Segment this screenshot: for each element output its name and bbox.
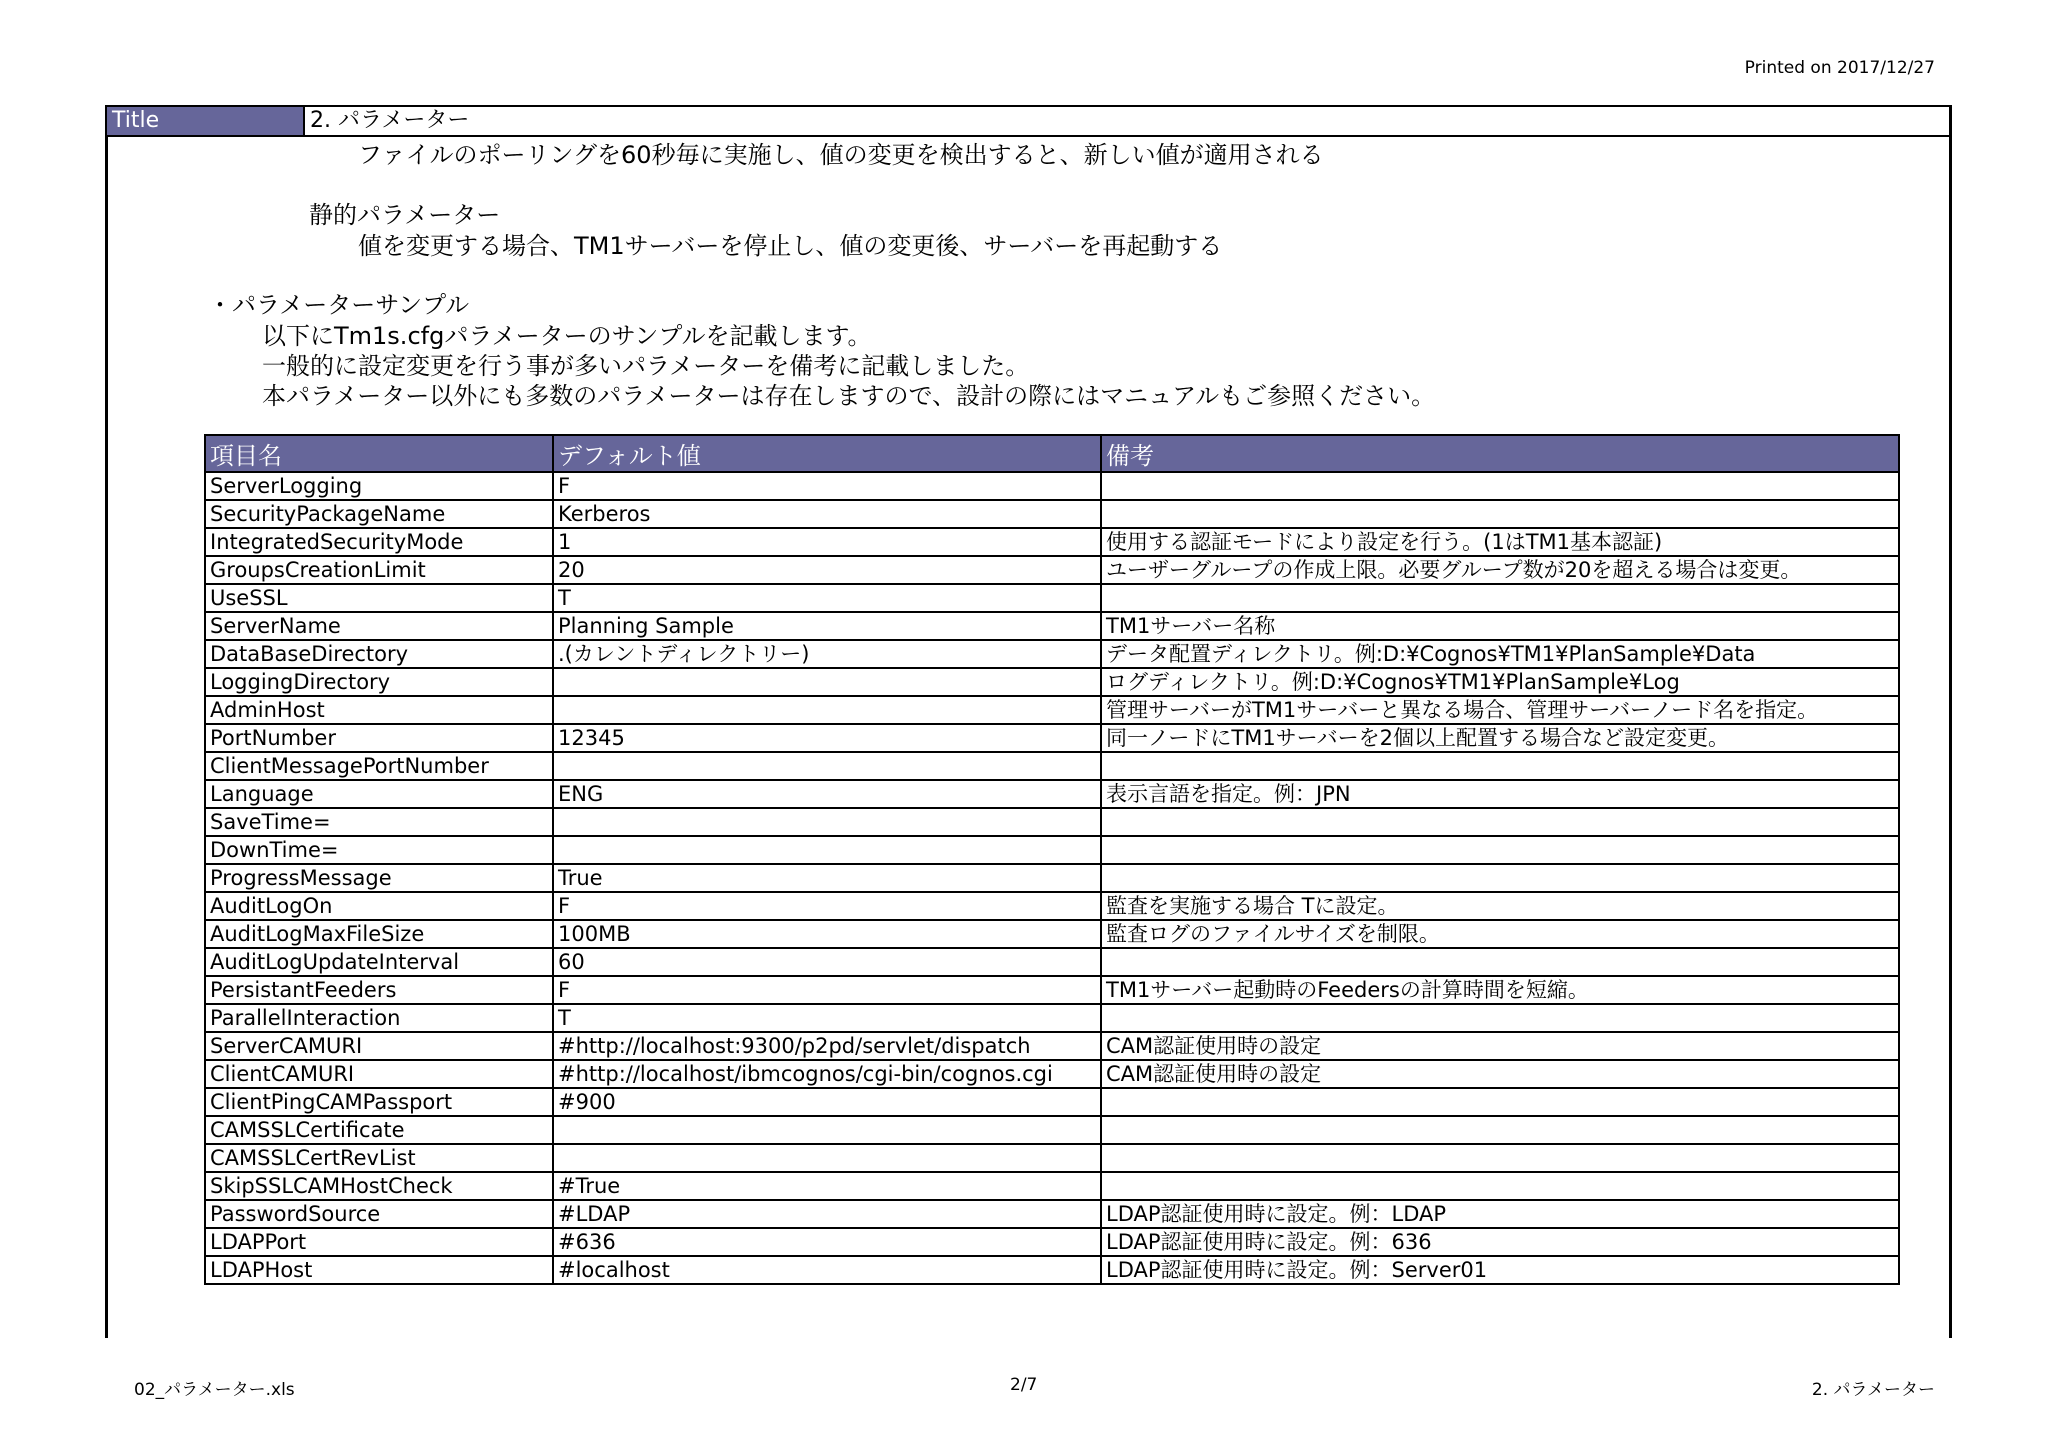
table-row (205, 808, 1899, 836)
table-row (205, 864, 1899, 892)
remarks-cell: LDAP認証使用時に設定。例：636 (1101, 1228, 1899, 1256)
table-row (205, 556, 1899, 584)
table-row (205, 612, 1899, 640)
default-value-cell: #http://localhost/ibmcognos/cgi-bin/cognos.cgi (553, 1060, 1101, 1088)
param-name-cell: IntegratedSecurityMode (205, 528, 553, 556)
table-row (205, 668, 1899, 696)
header-default-value: デフォルト値 (553, 435, 1101, 472)
param-name-cell: AuditLogUpdateInterval (205, 948, 553, 976)
param-name-cell: GroupsCreationLimit (205, 556, 553, 584)
table-row (205, 948, 1899, 976)
param-name-cell: AdminHost (205, 696, 553, 724)
default-value-cell: F (553, 976, 1101, 1004)
table-row (205, 1172, 1899, 1200)
default-value-cell (553, 1116, 1101, 1144)
remarks-cell (1101, 1144, 1899, 1172)
static-parameter-description: 値を変更する場合、TM1サーバーを停止し、値の変更後、サーバーを再起動する (358, 232, 1223, 260)
footer-sheet-name: 2. パラメーター (1811, 1380, 1935, 1400)
sample-heading: ・パラメーターサンプル (208, 291, 470, 319)
table-row (205, 528, 1899, 556)
param-name-cell: ProgressMessage (205, 864, 553, 892)
table-row (205, 1060, 1899, 1088)
remarks-cell (1101, 948, 1899, 976)
remarks-cell (1101, 836, 1899, 864)
table-row (205, 1256, 1899, 1284)
remarks-cell: TM1サーバー名称 (1101, 612, 1899, 640)
sample-line-2: 一般的に設定変更を行う事が多いパラメーターを備考に記載しました。 (262, 352, 1030, 380)
param-name-cell: DownTime= (205, 836, 553, 864)
param-name-cell: SaveTime= (205, 808, 553, 836)
remarks-cell (1101, 1116, 1899, 1144)
table-row (205, 472, 1899, 500)
param-name-cell: DataBaseDirectory (205, 640, 553, 668)
remarks-cell: ユーザーグループの作成上限。必要グループ数が20を超える場合は変更。 (1101, 556, 1899, 584)
param-name-cell: Language (205, 780, 553, 808)
param-name-cell: ClientCAMURI (205, 1060, 553, 1088)
default-value-cell: #636 (553, 1228, 1101, 1256)
table-row (205, 696, 1899, 724)
table-header-row (205, 435, 1899, 472)
table-row (205, 724, 1899, 752)
table-row (205, 780, 1899, 808)
remarks-cell: 監査を実施する場合 Tに設定。 (1101, 892, 1899, 920)
param-name-cell: LDAPPort (205, 1228, 553, 1256)
param-name-cell: AuditLogMaxFileSize (205, 920, 553, 948)
static-parameter-heading: 静的パラメーター (309, 201, 501, 229)
remarks-cell (1101, 808, 1899, 836)
table-row (205, 976, 1899, 1004)
default-value-cell (553, 808, 1101, 836)
default-value-cell: T (553, 584, 1101, 612)
default-value-cell: F (553, 892, 1101, 920)
remarks-cell: CAM認証使用時の設定 (1101, 1060, 1899, 1088)
polling-note: ファイルのポーリングを60秒毎に実施し、値の変更を検出すると、新しい値が適用される (358, 141, 1324, 169)
parameter-table (204, 434, 1900, 1285)
remarks-cell: 同一ノードにTM1サーバーを2個以上配置する場合など設定変更。 (1101, 724, 1899, 752)
param-name-cell: ClientPingCAMPassport (205, 1088, 553, 1116)
table-row (205, 500, 1899, 528)
remarks-cell: CAM認証使用時の設定 (1101, 1032, 1899, 1060)
remarks-cell: LDAP認証使用時に設定。例：LDAP (1101, 1200, 1899, 1228)
table-row (205, 1032, 1899, 1060)
remarks-cell: 使用する認証モードにより設定を行う。(1はTM1基本認証) (1101, 528, 1899, 556)
remarks-cell: TM1サーバー起動時のFeedersの計算時間を短縮。 (1101, 976, 1899, 1004)
header-remarks: 備考 (1101, 435, 1899, 472)
remarks-cell (1101, 1172, 1899, 1200)
table-row (205, 1228, 1899, 1256)
remarks-cell (1101, 472, 1899, 500)
remarks-cell (1101, 1004, 1899, 1032)
remarks-cell: LDAP認証使用時に設定。例：Server01 (1101, 1256, 1899, 1284)
default-value-cell (553, 752, 1101, 780)
table-row (205, 1200, 1899, 1228)
param-name-cell: SecurityPackageName (205, 500, 553, 528)
sample-line-1: 以下にTm1s.cfgパラメーターのサンプルを記載します。 (262, 322, 872, 350)
default-value-cell: #http://localhost:9300/p2pd/servlet/dispatch (553, 1032, 1101, 1060)
default-value-cell: #LDAP (553, 1200, 1101, 1228)
param-name-cell: ServerName (205, 612, 553, 640)
title-label: Title (107, 107, 305, 135)
remarks-cell (1101, 584, 1899, 612)
remarks-cell: 監査ログのファイルサイズを制限。 (1101, 920, 1899, 948)
param-name-cell: PortNumber (205, 724, 553, 752)
param-name-cell: ServerLogging (205, 472, 553, 500)
default-value-cell: #900 (553, 1088, 1101, 1116)
table-row (205, 584, 1899, 612)
param-name-cell: UseSSL (205, 584, 553, 612)
remarks-cell (1101, 752, 1899, 780)
remarks-cell (1101, 500, 1899, 528)
default-value-cell (553, 696, 1101, 724)
footer-filename: 02_パラメーター.xls (134, 1380, 295, 1400)
default-value-cell (553, 1144, 1101, 1172)
default-value-cell: .(カレントディレクトリー) (553, 640, 1101, 668)
table-row (205, 752, 1899, 780)
default-value-cell: 100MB (553, 920, 1101, 948)
table-row (205, 892, 1899, 920)
param-name-cell: ParallelInteraction (205, 1004, 553, 1032)
param-name-cell: SkipSSLCAMHostCheck (205, 1172, 553, 1200)
remarks-cell: 管理サーバーがTM1サーバーと異なる場合、管理サーバーノード名を指定。 (1101, 696, 1899, 724)
remarks-cell (1101, 864, 1899, 892)
param-name-cell: PasswordSource (205, 1200, 553, 1228)
default-value-cell: Kerberos (553, 500, 1101, 528)
param-name-cell: CAMSSLCertRevList (205, 1144, 553, 1172)
table-row (205, 1004, 1899, 1032)
default-value-cell: ENG (553, 780, 1101, 808)
default-value-cell: 60 (553, 948, 1101, 976)
default-value-cell: 12345 (553, 724, 1101, 752)
table-row (205, 1116, 1899, 1144)
table-row (205, 920, 1899, 948)
param-name-cell: AuditLogOn (205, 892, 553, 920)
header-item-name: 項目名 (205, 435, 553, 472)
param-name-cell: LDAPHost (205, 1256, 553, 1284)
table-row (205, 1088, 1899, 1116)
param-name-cell: ClientMessagePortNumber (205, 752, 553, 780)
table-row (205, 640, 1899, 668)
default-value-cell: 1 (553, 528, 1101, 556)
default-value-cell: T (553, 1004, 1101, 1032)
param-name-cell: PersistantFeeders (205, 976, 553, 1004)
default-value-cell: 20 (553, 556, 1101, 584)
table-body (205, 472, 1899, 1284)
remarks-cell: ログディレクトリ。例:D:¥Cognos¥TM1¥PlanSample¥Log (1101, 668, 1899, 696)
footer-page-number: 2/7 (1010, 1375, 1038, 1395)
remarks-cell (1101, 1088, 1899, 1116)
remarks-cell: データ配置ディレクトリ。例:D:¥Cognos¥TM1¥PlanSample¥Data (1101, 640, 1899, 668)
default-value-cell (553, 668, 1101, 696)
default-value-cell (553, 836, 1101, 864)
default-value-cell: Planning Sample (553, 612, 1101, 640)
remarks-cell: 表示言語を指定。例：JPN (1101, 780, 1899, 808)
param-name-cell: CAMSSLCertificate (205, 1116, 553, 1144)
default-value-cell: F (553, 472, 1101, 500)
param-name-cell: ServerCAMURI (205, 1032, 553, 1060)
table-row (205, 836, 1899, 864)
printed-date: Printed on 2017/12/27 (1744, 58, 1935, 78)
sample-line-3: 本パラメーター以外にも多数のパラメーターは存在しますので、設計の際にはマニュアルもご参照ください。 (262, 382, 1436, 410)
default-value-cell: #True (553, 1172, 1101, 1200)
default-value-cell: True (553, 864, 1101, 892)
default-value-cell: #localhost (553, 1256, 1101, 1284)
table-row (205, 1144, 1899, 1172)
title-value: 2. パラメーター (310, 108, 470, 133)
title-row (105, 105, 1952, 137)
param-name-cell: LoggingDirectory (205, 668, 553, 696)
